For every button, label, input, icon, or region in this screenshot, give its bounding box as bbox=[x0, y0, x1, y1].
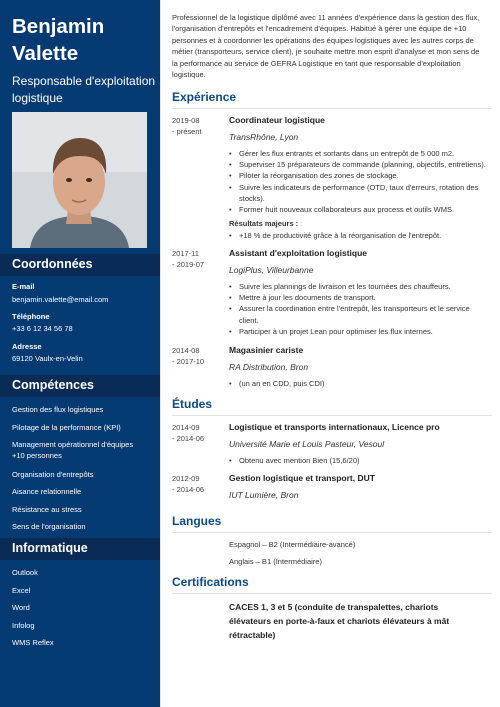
candidate-name bbox=[12, 13, 152, 67]
profile-photo bbox=[12, 112, 147, 248]
job-bullet: • Suivre les plannings de livraison et les tournées des chauffeurs. bbox=[229, 281, 491, 292]
job-bullet: • Mettre à jour les documents de transport. bbox=[229, 292, 491, 303]
sidebar bbox=[0, 0, 160, 707]
date-start: 2014-09 bbox=[172, 423, 200, 432]
job-date bbox=[172, 115, 222, 137]
job-title: Coordinateur logistique bbox=[229, 115, 325, 125]
profile-summary bbox=[172, 12, 494, 80]
job-bullet-continuation: stocks). bbox=[239, 193, 265, 203]
job-title: Magasinier cariste bbox=[229, 345, 304, 355]
section-divider bbox=[172, 532, 492, 533]
date-start: 2012-09 bbox=[172, 474, 200, 483]
computing-section-header bbox=[0, 538, 160, 560]
software-item: Word bbox=[12, 603, 30, 612]
date-end: - 2017-10 bbox=[172, 357, 205, 366]
contact-section-header bbox=[0, 254, 160, 276]
skills-heading: Compétences bbox=[12, 378, 94, 392]
section-divider bbox=[172, 108, 492, 109]
section-divider bbox=[172, 593, 492, 594]
certification-item bbox=[229, 600, 491, 642]
certification-line: CACES 1, 3 et 5 (conduite de transpalettes, chariots bbox=[229, 602, 439, 612]
certifications-heading: Certifications bbox=[172, 575, 249, 589]
job-bullet: • Superviser 15 préparateurs de commande (planning, objectifs, entretiens). bbox=[229, 159, 491, 170]
software-item: Outlook bbox=[12, 568, 38, 577]
email-label: E-mail bbox=[12, 282, 35, 291]
job-title-line-2: logistique bbox=[12, 91, 63, 105]
job-bullet: • Former huit nouveaux collaborateurs aux process et outils WMS. bbox=[229, 204, 491, 215]
skill-item: Sens de l'organisation bbox=[12, 522, 86, 531]
summary-line: logistique. bbox=[172, 70, 206, 80]
education-date bbox=[172, 473, 222, 495]
education-bullet-list bbox=[229, 455, 491, 466]
job-title-line-1: Responsable d'exploitation bbox=[12, 74, 156, 88]
job-company: TransRhône, Lyon bbox=[229, 132, 299, 142]
job-date bbox=[172, 248, 222, 270]
language-item: Anglais – B1 (Intermédiaire) bbox=[229, 557, 322, 566]
date-start: 2017-11 bbox=[172, 249, 199, 258]
skill-item: Management opérationnel d'équipes bbox=[12, 440, 134, 449]
results-label: Résultats majeurs : bbox=[229, 219, 299, 228]
skill-item: Résistance au stress bbox=[12, 505, 82, 514]
education-date bbox=[172, 422, 222, 444]
job-bullet-list bbox=[229, 148, 491, 215]
result-bullet: • +18 % de productivité grâce à la réorganisation de l'entrepôt. bbox=[229, 230, 491, 241]
section-divider bbox=[172, 415, 492, 416]
summary-line: personnes et à coordonner les opérations des équipes logistiques avec les autres corps de bbox=[172, 35, 474, 45]
main-content bbox=[160, 0, 500, 707]
address-label: Adresse bbox=[12, 342, 42, 351]
software-item: Infolog bbox=[12, 621, 35, 630]
summary-line: métier (transporteurs, service client), je souhaite mettre mon esprit d'analyse et mon sens de bbox=[172, 47, 480, 57]
job-bullet-list bbox=[229, 281, 491, 337]
summary-line: la performance au service de GEFRA Logistique en tant que responsable d'exploitation bbox=[172, 58, 461, 68]
skill-item: Pilotage de la performance (KPI) bbox=[12, 423, 121, 432]
school-name: Université Marie et Louis Pasteur, Vesoul bbox=[229, 439, 385, 449]
address-value: 69120 Vaulx-en-Velin bbox=[12, 354, 83, 363]
languages-heading: Langues bbox=[172, 514, 222, 528]
job-company: RA Distribution, Bron bbox=[229, 362, 309, 372]
computing-heading: Informatique bbox=[12, 541, 88, 555]
profile-photo-illustration bbox=[12, 112, 147, 248]
summary-line: l'organisation d'entrepôts et l'encadrement d'équipes. Habitué à gérer une équipe de +10 bbox=[172, 24, 467, 34]
date-end: - 2014-06 bbox=[172, 485, 205, 494]
job-title bbox=[12, 73, 157, 107]
date-start: 2019-08 bbox=[172, 116, 200, 125]
summary-line: Professionnel de la logistique diplômé avec 11 années d'expérience dans la gestion des flux, bbox=[172, 13, 480, 22]
job-bullet: • Assurer la coordination entre l'entrepôt, les transporteurs et le service bbox=[229, 303, 491, 314]
phone-label: Téléphone bbox=[12, 312, 50, 321]
education-heading: Études bbox=[172, 397, 213, 411]
experience-heading: Expérience bbox=[172, 90, 237, 104]
date-end: - 2014-06 bbox=[172, 434, 205, 443]
degree-title: Logistique et transports internationaux, Licence pro bbox=[229, 422, 440, 432]
certification-line: élévateurs en porte-à-faux et chariots élévateurs à mât bbox=[229, 616, 450, 626]
skill-item: Aisance relationnelle bbox=[12, 487, 82, 496]
certification-line: rétractable) bbox=[229, 630, 276, 640]
job-bullet: • (un an en CDD, puis CDI) bbox=[229, 378, 491, 389]
skill-item: Organisation d'entrepôts bbox=[12, 470, 94, 479]
job-bullet: • Suivre les indicateurs de performance (OTD, taux d'erreurs, rotation des bbox=[229, 182, 491, 193]
job-date bbox=[172, 345, 222, 367]
date-end: - 2019-07 bbox=[172, 260, 205, 269]
contact-heading: Coordonnées bbox=[12, 257, 93, 271]
email-value[interactable]: benjamin.valette@email.com bbox=[12, 295, 109, 304]
language-item: Espagnol – B2 (Intermédiaire-avancé) bbox=[229, 540, 356, 549]
skill-item: Gestion des flux logistiques bbox=[12, 405, 104, 414]
software-item: Excel bbox=[12, 586, 31, 595]
job-title: Assistant d'exploitation logistique bbox=[229, 248, 368, 258]
skills-section-header bbox=[0, 375, 160, 397]
education-bullet: • Obtenu avec mention Bien (15,6/20) bbox=[229, 455, 491, 466]
school-name: IUT Lumière, Bron bbox=[229, 490, 299, 500]
name-first: Benjamin bbox=[12, 15, 105, 38]
skill-item-continuation: +10 personnes bbox=[12, 451, 62, 460]
job-company: LogiPlus, Villeurbanne bbox=[229, 265, 314, 275]
results-list bbox=[229, 230, 491, 241]
job-bullet: • Participer à un projet Lean pour optimiser les flux internes. bbox=[229, 326, 491, 337]
software-item: WMS Reflex bbox=[12, 638, 54, 647]
job-bullet-continuation: client. bbox=[239, 315, 259, 325]
phone-value: +33 6 12 34 56 78 bbox=[12, 324, 73, 333]
job-bullet-list bbox=[229, 378, 491, 389]
date-start: 2014-08 bbox=[172, 346, 200, 355]
job-bullet: • Gérer les flux entrants et sortants dans un entrepôt de 5 000 m2. bbox=[229, 148, 491, 159]
name-last: Valette bbox=[12, 42, 79, 65]
degree-title: Gestion logistique et transport, DUT bbox=[229, 473, 375, 483]
job-bullet: • Piloter la réorganisation des zones de stockage. bbox=[229, 170, 491, 181]
date-end: - présent bbox=[172, 127, 202, 136]
